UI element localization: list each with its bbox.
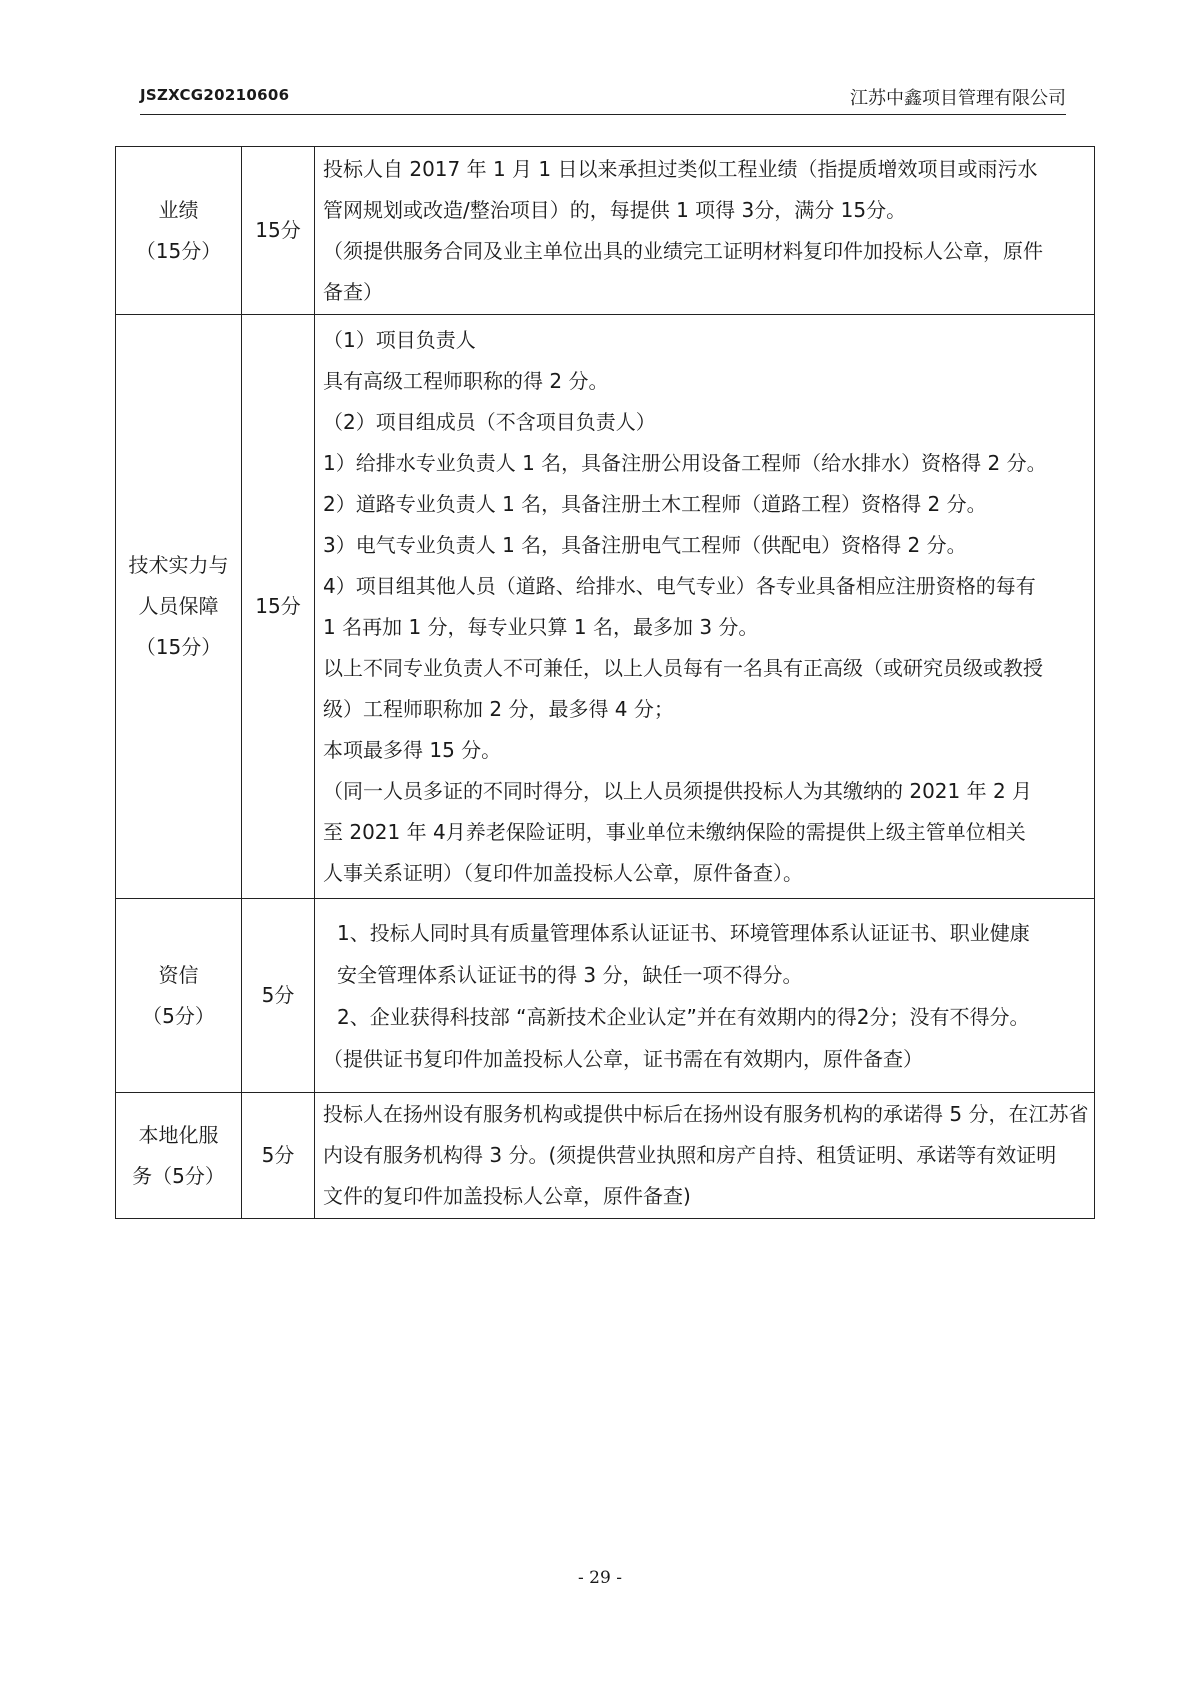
page-header [140, 86, 1066, 115]
document-code: JSZXCG20210606 [140, 86, 290, 104]
company-name: 江苏中鑫项目管理有限公司 [850, 88, 1066, 109]
criterion-score: 15分 [242, 147, 315, 315]
table-row [116, 147, 1095, 315]
table-row [116, 315, 1095, 899]
criterion-name: 业绩 （15分） [116, 147, 242, 315]
scoring-table [115, 146, 1095, 1219]
criterion-name: 本地化服 务（5分） [116, 1093, 242, 1219]
criterion-name: 资信 （5分） [116, 899, 242, 1093]
criterion-score: 15分 [242, 315, 315, 899]
table-row [116, 899, 1095, 1093]
table-row [116, 1093, 1095, 1219]
criterion-name: 技术实力与 人员保障 （15分） [116, 315, 242, 899]
criterion-description: 投标人自 2017 年 1 月 1 日以来承担过类似工程业绩（指提质增效项目或雨污水 管网规划或改造/整治项目）的，每提供 1 项得 3分，满分 15分。 （须提供服务合同及业主单位出具的业绩完工证明材料复印件加投标人公章，原件 备查） [315, 147, 1095, 315]
criterion-description: （1）项目负责人 具有高级工程师职称的得 2 分。 （2）项目组成员（不含项目负责人） 1）给排水专业负责人 1 名，具备注册公用设备工程师（给水排水）资格得 2 分。 2）道路专业负责人 1 名，具备注册土木工程师（道路工程）资格得 2 分。 3）电气专业负责人 1 名，具备注册电气工程师（供配电）资格得 2 分。 4）项目组其他人员（道路、给排水、电气专业）各专业具备相应注册资格的每有 1 名再加 1 分，每专业只算 1 名，最多加 3 分。 以上不同专业负责人不可兼任，以上人员每有一名具有正高级（或研究员级或教授 级）工程师职称加 2 分，最多得 4 分； 本项最多得 15 分。 （同一人员多证的不同时得分，以上人员须提供投标人为其缴纳的 2021 年 2 月 至 2021 年 4月养老保险证明，事业单位未缴纳保险的需提供上级主管单位相关 人事关系证明）（复印件加盖投标人公章，原件备查）。 [315, 315, 1095, 899]
page-number: - 29 - [578, 1568, 622, 1588]
criterion-description: 投标人在扬州设有服务机构或提供中标后在扬州设有服务机构的承诺得 5 分，在江苏省 内设有服务机构得 3 分。(须提供营业执照和房产自持、租赁证明、承诺等有效证明 文件的复印件加盖投标人公章，原件备查) [315, 1093, 1095, 1219]
criterion-description: 1、投标人同时具有质量管理体系认证证书、环境管理体系认证证书、职业健康 安全管理体系认证证书的得 3 分，缺任一项不得分。 2、企业获得科技部 “高新技术企业认定”并在有效期内的得2分；没有不得分。 （提供证书复印件加盖投标人公章，证书需在有效期内，原件备查） [315, 899, 1095, 1093]
criterion-score: 5分 [242, 899, 315, 1093]
criterion-score: 5分 [242, 1093, 315, 1219]
